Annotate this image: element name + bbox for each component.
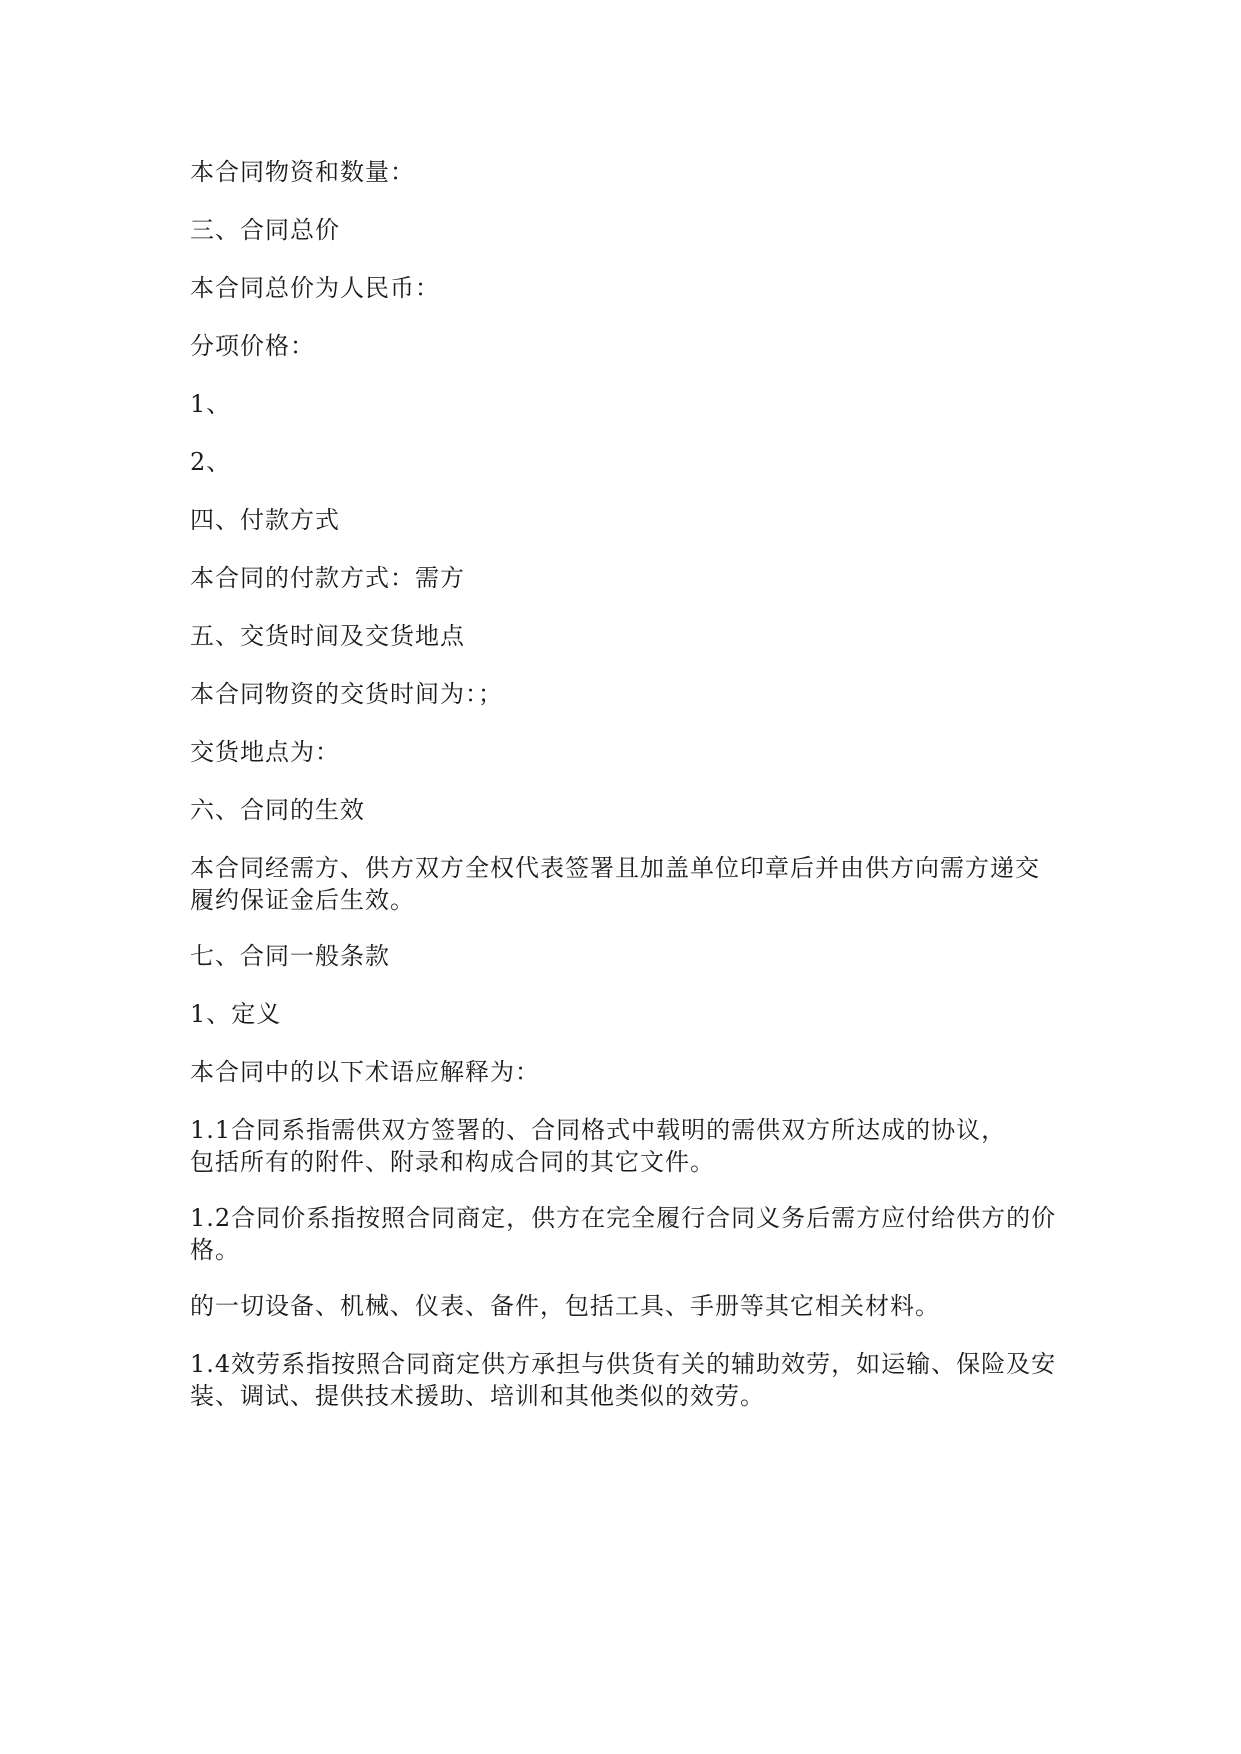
text-line: 2、 [190, 448, 232, 476]
clause-1-1 [190, 1114, 1060, 1178]
section-heading-general-terms [190, 940, 1060, 972]
paragraph-payment [190, 562, 1060, 594]
text-line: 六、合同的生效 [190, 796, 365, 824]
paragraph-materials-quantity [190, 156, 1060, 188]
text-line: 的一切设备、机械、仪表、备件，包括工具、手册等其它相关材料。 [190, 1292, 940, 1320]
paragraph-definitions-intro [190, 1056, 1060, 1088]
clause-1-2 [190, 1202, 1060, 1266]
text-line: 分项价格： [190, 332, 315, 360]
text-line: 本合同经需方、供方双方全权代表签署且加盖单位印章后并由供方向需方递交 [190, 854, 1040, 882]
text-line: 三、合同总价 [190, 216, 340, 244]
section-heading-effectiveness [190, 794, 1060, 826]
paragraph-delivery-place [190, 736, 1060, 768]
section-heading-delivery [190, 620, 1060, 652]
text-line: 本合同总价为人民币： [190, 274, 440, 302]
paragraph-delivery-time [190, 678, 1060, 710]
clause-heading-definitions [190, 998, 1060, 1030]
paragraph-total-price [190, 272, 1060, 304]
text-line: 1.1合同系指需供双方签署的、合同格式中载明的需供双方所达成的协议， [190, 1116, 1007, 1144]
text-line: 包括所有的附件、附录和构成合同的其它文件。 [190, 1148, 715, 1176]
list-item-2 [190, 446, 1060, 478]
text-line: 1.4效劳系指按照合同商定供方承担与供货有关的辅助效劳，如运输、保险及安 [190, 1350, 1057, 1378]
text-line: 1.2合同价系指按照合同商定，供方在完全履行合同义务后需方应付给供方的价 [190, 1204, 1057, 1232]
text-line: 1、定义 [190, 1000, 282, 1028]
list-item-1 [190, 388, 1060, 420]
paragraph-itemized-price [190, 330, 1060, 362]
text-line: 本合同中的以下术语应解释为： [190, 1058, 540, 1086]
section-heading-total-price [190, 214, 1060, 246]
text-line: 格。 [190, 1236, 240, 1264]
clause-1-3-fragment [190, 1290, 1060, 1322]
text-line: 五、交货时间及交货地点 [190, 622, 465, 650]
paragraph-effectiveness [190, 852, 1060, 916]
text-line: 本合同物资的交货时间为：； [190, 680, 503, 708]
text-line: 本合同物资和数量： [190, 158, 415, 186]
text-line: 七、合同一般条款 [190, 942, 390, 970]
text-line: 履约保证金后生效。 [190, 886, 415, 914]
section-heading-payment [190, 504, 1060, 536]
text-line: 装、调试、提供技术援助、培训和其他类似的效劳。 [190, 1382, 765, 1410]
text-line: 交货地点为： [190, 738, 340, 766]
text-line: 四、付款方式 [190, 506, 340, 534]
text-line: 本合同的付款方式：需方 [190, 564, 465, 592]
text-line: 1、 [190, 390, 232, 418]
clause-1-4 [190, 1348, 1060, 1412]
